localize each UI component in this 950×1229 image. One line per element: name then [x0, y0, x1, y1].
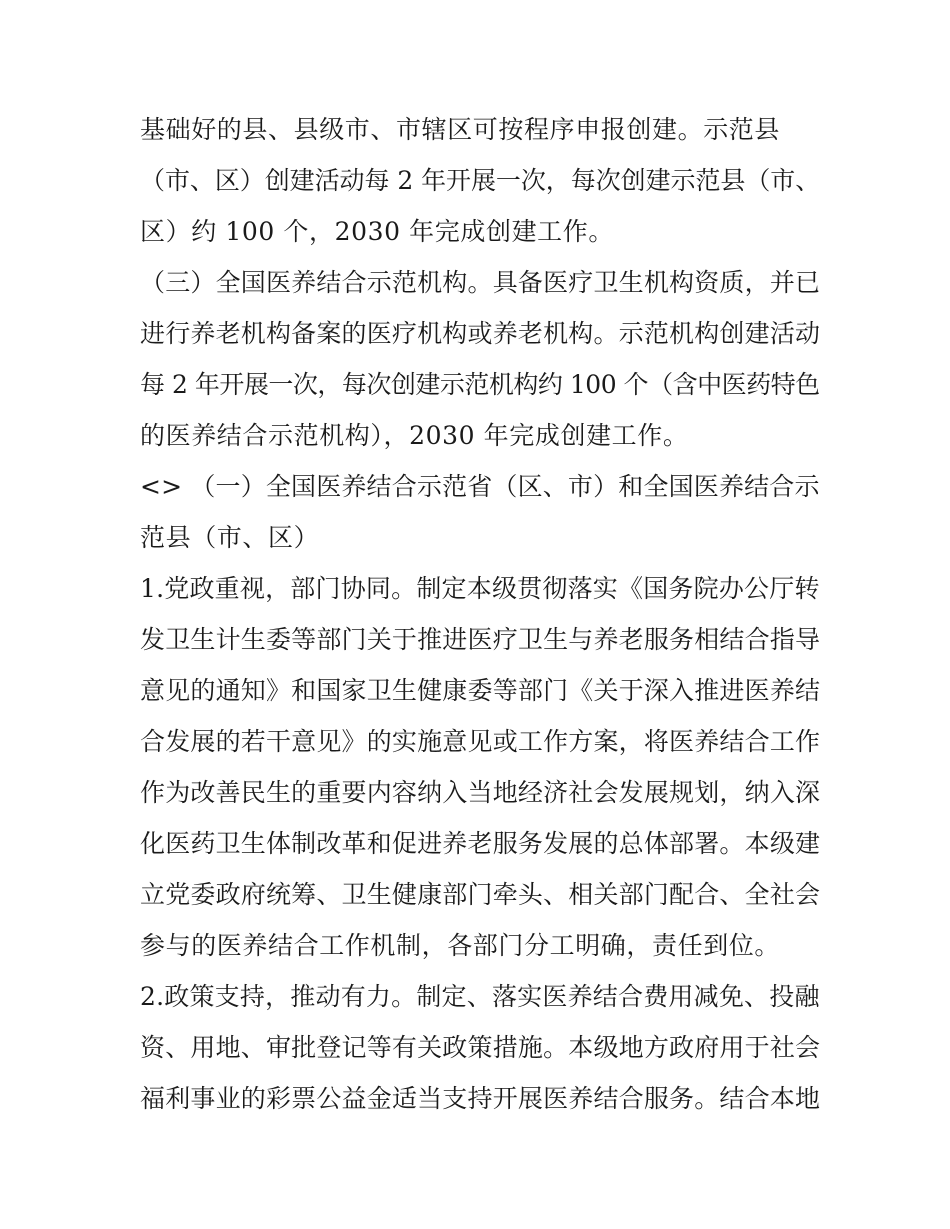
numbered-item-line: 2.政策支持，推动有力。制定、落实医养结合费用减免、投融: [140, 982, 820, 1011]
text-line: 每 2 年开展一次，每次创建示范机构约 100 个（含中医药特色: [140, 370, 820, 399]
text-line: 进行养老机构备案的医疗机构或养老机构。示范机构创建活动: [140, 319, 821, 348]
text-line: （市、区）创建活动每 2 年开展一次，每次创建示范县（市、: [140, 166, 821, 195]
text-line: 立党委政府统筹、卫生健康部门牵头、相关部门配合、全社会: [140, 880, 821, 909]
text-line: 意见的通知》和国家卫生健康委等部门《关于深入推进医养结: [140, 676, 821, 705]
text-line: 基础好的县、县级市、市辖区可按程序申报创建。示范县: [140, 115, 781, 144]
text-line: 范县（市、区）: [140, 523, 320, 552]
document-body: [140, 104, 820, 1124]
text-line: 区）约 100 个，2030 年完成创建工作。: [140, 217, 614, 246]
numbered-item-line: 1.党政重视，部门协同。制定本级贯彻落实《国务院办公厅转: [140, 574, 820, 603]
section-heading-line: <> （一）全国医养结合示范省（区、市）和全国医养结合示: [140, 472, 820, 501]
text-line: 化医药卫生体制改革和促进养老服务发展的总体部署。本级建: [140, 829, 821, 858]
text-line: 参与的医养结合工作机制，各部门分工明确，责任到位。: [140, 931, 781, 960]
text-line: 作为改善民生的重要内容纳入当地经济社会发展规划，纳入深: [140, 778, 821, 807]
text-line: 合发展的若干意见》的实施意见或工作方案，将医养结合工作: [140, 727, 821, 756]
text-line: 发卫生计生委等部门关于推进医疗卫生与养老服务相结合指导: [140, 625, 821, 654]
section-heading-line: （三）全国医养结合示范机构。具备医疗卫生机构资质，并已: [140, 268, 821, 297]
text-line: 福利事业的彩票公益金适当支持开展医养结合服务。结合本地: [140, 1084, 821, 1113]
text-line: 的医养结合示范机构），2030 年完成创建工作。: [140, 421, 689, 450]
text-line: 资、用地、审批登记等有关政策措施。本级地方政府用于社会: [140, 1033, 821, 1062]
